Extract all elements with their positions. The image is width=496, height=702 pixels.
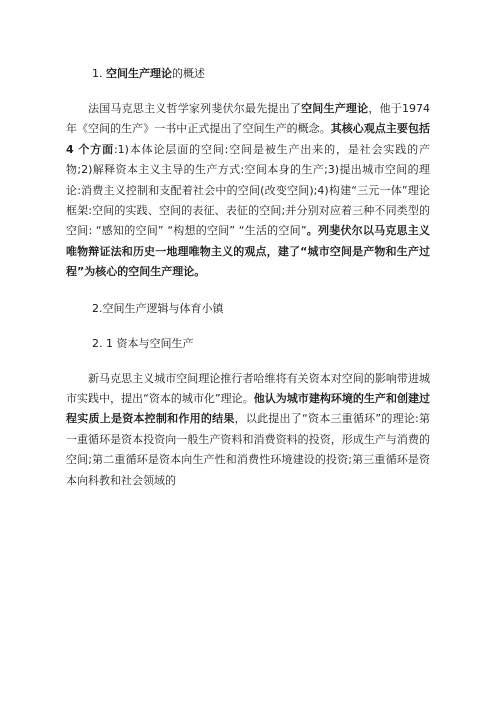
paragraph-1	[66, 99, 430, 283]
paragraph-1-text-3: :1)本体论层面的空间:空间是被生产出来的，是社会实践的产物;2)解释资本主义主导的生产方式:空间本身的生产;3)提出城市空间的理论:消费主义控制和支配着社会中的空间(改变空间);4)构建“三元一体”理论框架:空间的实践、空间的表征、表征的空间;并分别对应着三种不同类型的空间: “感知的空间” “构想的空间” “生活的空间”	[66, 142, 431, 238]
paragraph-1-bold-1: 空间生产理论	[301, 102, 369, 115]
paragraph-1-text-1: 法国马克思主义哲学家列斐伏尔最先提出了	[88, 102, 302, 115]
section-2-heading: 2.空间生产逻辑与体育小镇	[92, 301, 224, 315]
paragraph-2	[66, 369, 430, 491]
section-1-title-bold: 空间生产理论	[106, 67, 172, 80]
section-2-1-heading: 2. 1 资本与空间生产	[92, 336, 194, 350]
paragraph-1-bold-2: 其核心观点主要包括 4 个方面	[66, 122, 430, 156]
paragraph-1-bold-3: 。列斐伏尔以马克思主义唯物辩证法和历史一地理唯物主义的观点，建了“城市空间是产物和生产过程”为核心的空间生产理论。	[66, 224, 431, 279]
paragraph-2-bold-1: 他认为城市建构环境的生产和创建过程实质上是资本控制和作用的结果	[66, 392, 431, 426]
paragraph-2-text-1: 新马克思主义城市空间理论推行者哈维将有关资本对空间的影响带进城市实践中，提出“资本的城市化”理论。	[66, 371, 430, 406]
paragraph-1-text-2: ，他于1974 年《空间的生产》一书中正式提出了空间生产的概念。	[66, 102, 431, 136]
section-1-number: 1.	[92, 67, 103, 80]
section-1-title-rest: 的概述	[172, 67, 205, 80]
section-1-heading	[92, 64, 430, 83]
paragraph-2-text-2: ，以此提出了“资本三重循环”的理论:第一重循环是资本投资向一般生产资料和消费资料的投资，形成生产与消费的空间;第二重循环是资本向生产性和消费性环境建设的投资;第三重循环是资本向科教和社会领域的	[66, 412, 431, 487]
